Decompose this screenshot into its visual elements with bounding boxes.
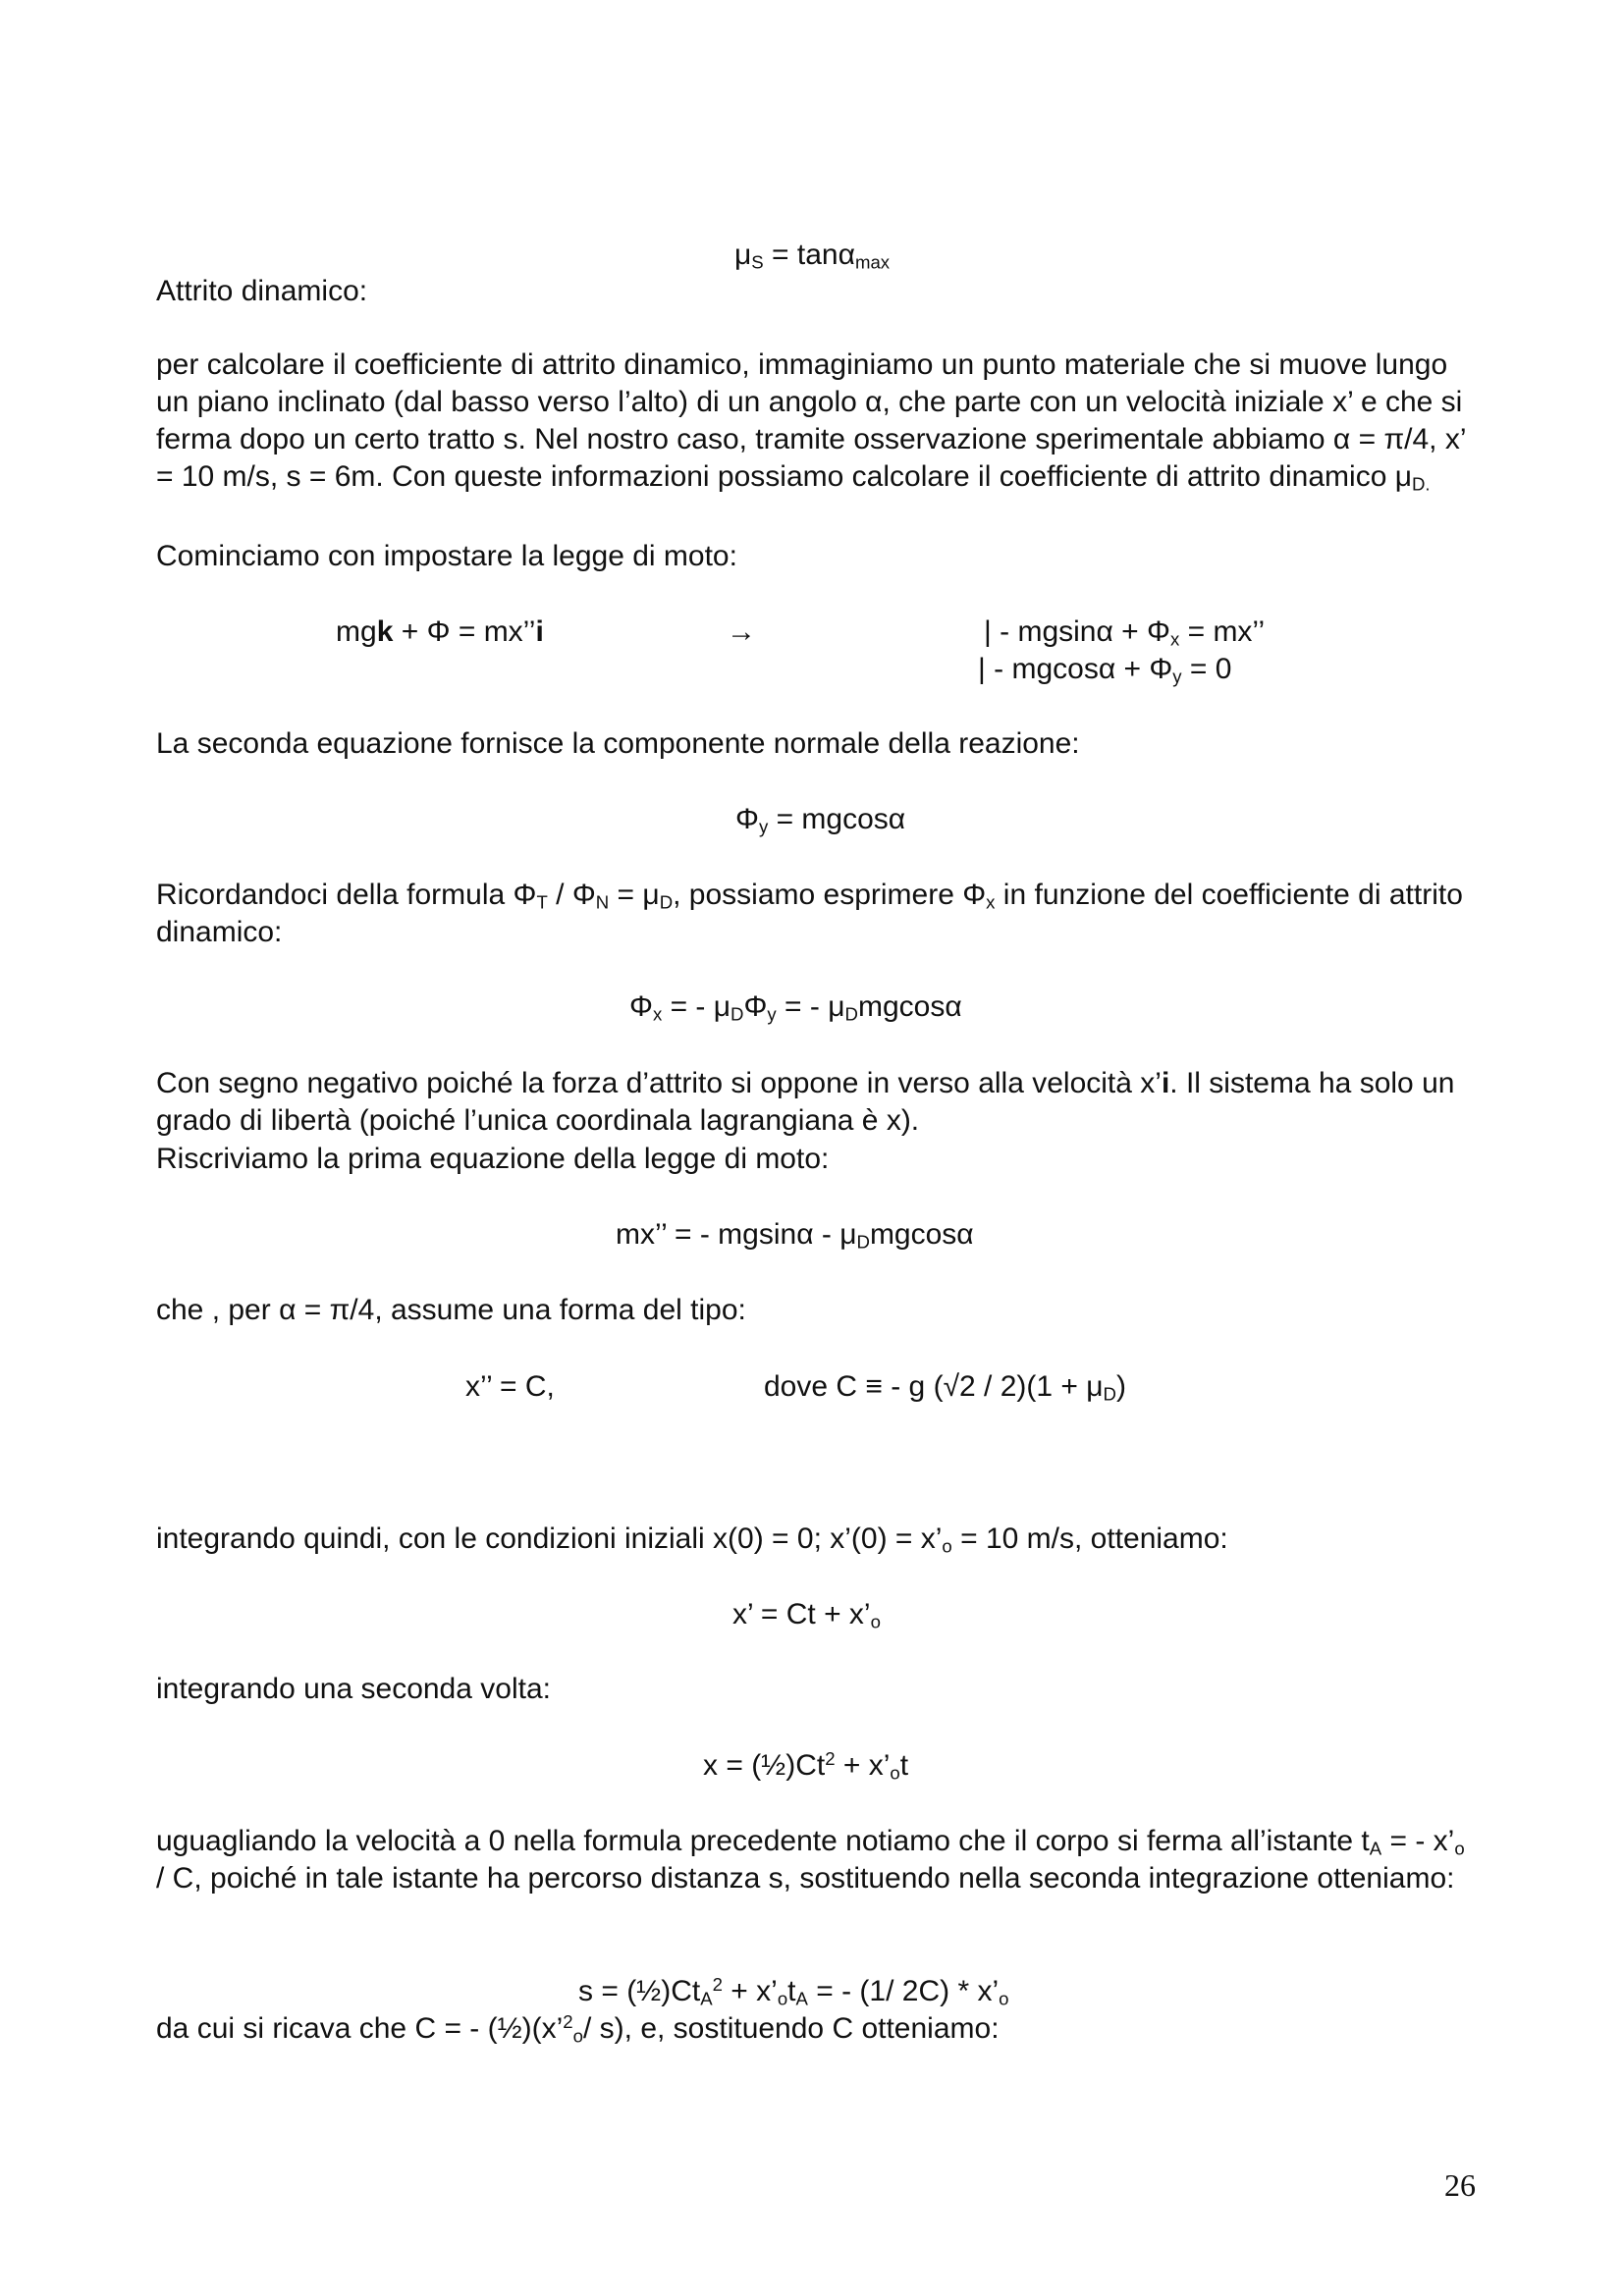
formula-velocity: x’ = $Ct + x’_o$ — [732, 1598, 881, 1632]
formula-system-line-2: | - $mgcos\alpha + \Phi_y = 0$ — [978, 653, 1232, 687]
formula-equation-of-motion: mx’’ = - mgsinα - $\mu_Dmgcos\alpha$ — [616, 1218, 974, 1253]
formula-position: $x = (\frac{1}{2})Ct^2$ + $x’_ot$ — [703, 1747, 909, 1784]
formula-law-vector: mgk + Φ = mx’’i — [336, 615, 544, 648]
formula-x-double-dot: x’’ = C, — [465, 1370, 555, 1403]
paragraph-law-of-motion: Cominciamo con impostare la legge di moto: — [156, 540, 737, 572]
paragraph-equating-velocity: uguagliando la velocità a 0 nella formula precedente notiamo che il corpo si ferma all’istante $t_A$ = - $x’_o$ / C, poiché in tale istante ha percorso distanza s, sostituendo nella seconda integrazione otteniamo: — [156, 1825, 1465, 1895]
paragraph-second-integration: integrando una seconda volta: — [156, 1673, 551, 1705]
paragraph-deriving-c: da cui si ricava che C = - (½)(x’$^2_o$/ s), e, sostituendo C otteniamo: — [156, 2010, 1000, 2047]
paragraph-second-equation: La seconda equazione fornisce la componente normale della reazione: — [156, 727, 1080, 760]
page-number: 26 — [1444, 2167, 1476, 2203]
arrow-implies: → — [727, 615, 756, 648]
section-heading: Attrito dinamico: — [156, 275, 368, 307]
paragraph-negative-sign: Con segno negativo poiché la forza d’attrito si oppone in verso alla velocità x’i. Il sistema ha solo un grado di libertà (poiché l’unica coordinala lagrangiana è x). — [156, 1067, 1455, 1137]
paragraph-friction-formula: Ricordandoci della formula $\Phi_T / \Phi_N = \mu_D$, possiamo esprimere $\Phi_x$ in funzione del coefficiente di attrito dinamico: — [156, 879, 1463, 948]
formula-phi-x: $\Phi_x$ = - $\mu_D\Phi_y$ = - $\mu_Dmgcos\alpha$ — [629, 990, 962, 1025]
formula-c-definition: dove C ≡ - g $(√2 / 2)(1 + \mu_D)$ — [764, 1370, 1126, 1405]
paragraph-rewrite: Riscriviamo la prima equazione della legge di moto: — [156, 1143, 830, 1175]
paragraph-intro: per calcolare il coefficiente di attrito dinamico, immaginiamo un punto materiale che si muove lungo un piano inclinato (dal basso verso l’alto) di un angolo α, che parte con un velocità iniziale x’ e che si ferma dopo un certo tratto s. Nel nostro caso, tramite osservazione sperimentale abbiamo α = π/4, x’ = 10 m/s, s = 6m. Con queste informazioni possiamo calcolare il coefficiente di attrito dinamico $\mu_{D.}$ — [156, 348, 1466, 495]
paragraph-integrating: integrando quindi, con le condizioni iniziali x(0) = 0; x’(0) = $x’_o = 10$ m/s, otteniamo: — [156, 1522, 1228, 1557]
formula-phi-y: $\Phi_y = mgcos\alpha$ — [735, 803, 906, 837]
paragraph-alpha-form: che , per α = π/4, assume una forma del tipo: — [156, 1294, 746, 1326]
formula-system-line-1: | - $mgsin\alpha + \Phi_x$ = mx’’ — [984, 615, 1266, 650]
formula-distance: $s = (\frac{1}{2})Ct_A^2$ + $x’_ot_A$ = - (1/ $2C) * x’_o$ — [578, 1973, 1009, 2009]
formula-mu-static: $\mu_S = \tan\alpha_{max}$ — [734, 239, 891, 273]
